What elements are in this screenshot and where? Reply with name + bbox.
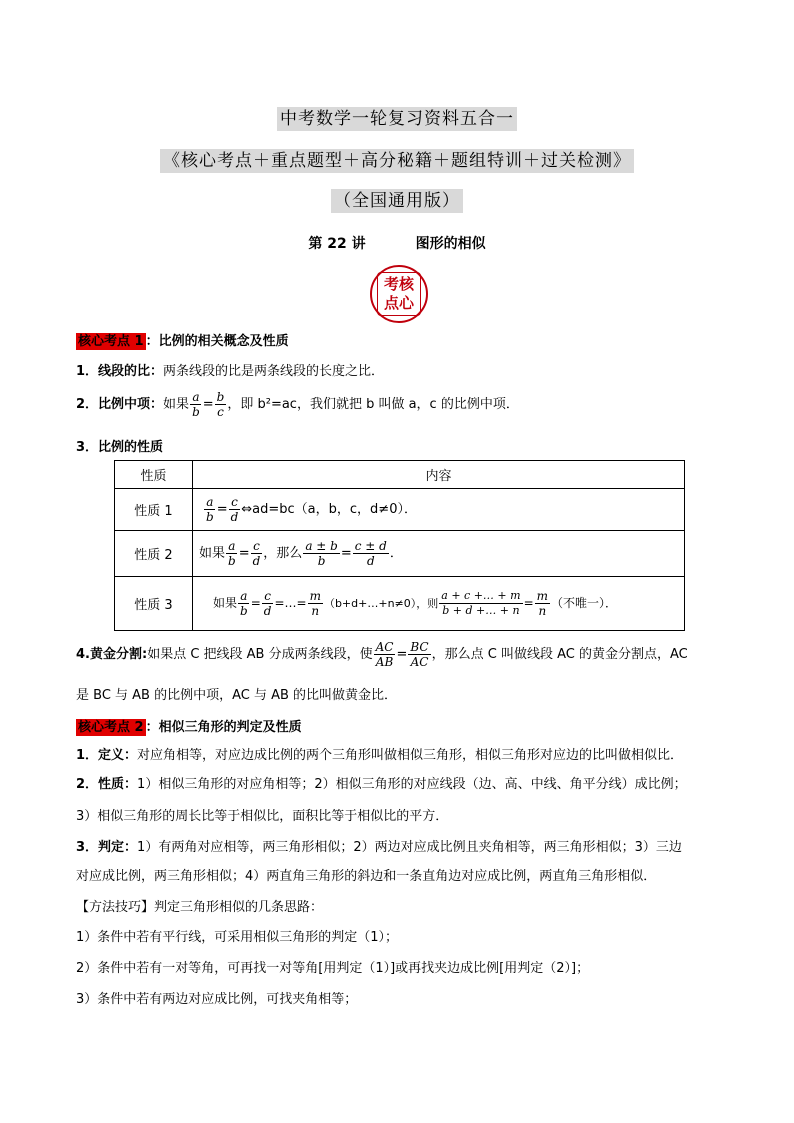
s1-item4-post: ，那么点 C 叫做线段 AC 的黄金分割点，AC [431, 647, 688, 662]
s2-item2-text: 1）相似三角形的对应角相等；2）相似三角形的对应线段（边、高、中线、角平分线）成比例； [137, 777, 687, 792]
lecture-heading [0, 233, 794, 253]
table-cell-content: 如果 $\frac{a}{b}$ = $\frac{c}{d}$ =…= $\frac{m}{n}$ （b+d+…+n≠0），则 $\frac{a + c +\dots + m}{b + d +\dots + n}$ = $\frac{m}{n}$ （不唯一）． [193, 577, 685, 631]
section2-tag: 核心考点 2 [78, 720, 144, 735]
s1-item2-post: ，即 b²=ac，我们就把 b 叫做 a，c 的比例中项． [227, 397, 519, 412]
lecture-title: 图形的相似 [415, 236, 486, 252]
core-points-seal-icon [370, 265, 428, 323]
s1-item1-label: 1．线段的比： [76, 364, 164, 379]
table-cell-name: 性质 3 [115, 577, 193, 631]
s2-item2-line2: 3）相似三角形的周长比等于相似比，面积比等于相似比的平方． [76, 809, 449, 824]
s1-item2-fraction-b-c: $\frac{b}{c}$ [216, 390, 225, 419]
tip-item: 2）条件中若有一对等角，可再找一对等角[用判定（1）]或再找夹边成比例[用判定（2）]； [76, 961, 590, 976]
s1-item1 [76, 360, 384, 379]
s2-item3-line2: 对应成比例，两三角形相似；4）两直角三角形的斜边和一条直角边对应成比例，两直角三角形相似． [76, 869, 657, 884]
table-header-row [115, 461, 685, 489]
s1-item1-text: 两条线段的比是两条线段的长度之比． [163, 364, 385, 379]
tips-title: 【方法技巧】判定三角形相似的几条思路： [76, 900, 324, 915]
s2-item2-label: 2．性质： [76, 777, 138, 792]
lecture-number: 第 22 讲 [308, 236, 366, 252]
section1-heading [76, 330, 289, 349]
section2-title: ：相似三角形的判定及性质 [145, 720, 302, 735]
doc-title-line2: 《核心考点＋重点题型＋高分秘籍＋题组特训＋过关检测》 [0, 146, 794, 171]
s1-item4-fraction-ac-ab: $\frac{AC}{AB}$ [375, 640, 394, 669]
table-header-property: 性质 [115, 461, 193, 489]
section1-tag: 核心考点 1 [78, 334, 144, 349]
seal-text-bottom: 点心 [383, 294, 414, 312]
table-row [115, 531, 685, 577]
table-header-content: 内容 [193, 461, 685, 489]
table-row [115, 577, 685, 631]
s2-item1-text: 对应角相等，对应边成比例的两个三角形叫做相似三角形，相似三角形对应边的比叫做相似比． [137, 748, 684, 763]
section2-heading [76, 716, 302, 735]
s1-item2-pre: 如果 [163, 397, 190, 412]
table-cell-name: 性质 2 [115, 531, 193, 577]
table-row [115, 489, 685, 531]
s1-item2-label: 2．比例中项： [76, 397, 164, 412]
s1-item4: 4.黄金分割:如果点 C 把线段 AB 分成两条线段，使 $\frac{AC}{AB}$ = $\frac{BC}{AC}$ ，那么点 C 叫做线段 AC 的黄金分割点，AC [76, 640, 688, 669]
s1-item3-label: 3．比例的性质 [76, 440, 164, 455]
section1-title: ：比例的相关概念及性质 [145, 334, 289, 349]
s1-item4-pre: 如果点 C 把线段 AB 分成两条线段，使 [147, 647, 373, 662]
s1-item4-fraction-bc-ac: $\frac{BC}{AC}$ [410, 640, 429, 669]
s2-item2 [76, 773, 687, 792]
s2-item3-label: 3．判定： [76, 840, 138, 855]
s1-item4-label: 4.黄金分割: [76, 647, 148, 662]
s2-item3-text: 1）有两角对应相等，两三角形相似；2）两边对应成比例且夹角相等，两三角形相似；3）三边 [137, 840, 682, 855]
table-cell-name: 性质 1 [115, 489, 193, 531]
s2-item3 [76, 836, 682, 855]
s2-item1 [76, 744, 683, 763]
s1-item2-fraction-a-b: $\frac{a}{b}$ [192, 390, 200, 419]
s1-item4-line2: 是 BC 与 AB 的比例中项，AC 与 AB 的比叫做黄金比． [76, 688, 398, 703]
tip-item: 1）条件中若有平行线，可采用相似三角形的判定（1）； [76, 930, 399, 945]
s1-item2: 2．比例中项：如果 $\frac{a}{b}$ = $\frac{b}{c}$ ，即 b²=ac，我们就把 b 叫做 a，c 的比例中项． [76, 390, 519, 419]
proportion-properties-table [114, 460, 685, 631]
tip-item: 3）条件中若有两边对应成比例，可找夹角相等； [76, 992, 358, 1007]
doc-title-line3: （全国通用版） [0, 186, 794, 211]
doc-title-line1: 中考数学一轮复习资料五合一 [0, 104, 794, 129]
seal-text-top: 考核 [383, 275, 414, 293]
table-cell-content: $\frac{a}{b}$ = $\frac{c}{d}$ ⇔ad=bc（a，b，c，d≠0）． [193, 489, 685, 531]
s2-item1-label: 1．定义： [76, 748, 138, 763]
table-cell-content: 如果 $\frac{a}{b}$ = $\frac{c}{d}$ ，那么 $\frac{a \pm b}{b}$ = $\frac{c \pm d}{d}$ ． [193, 531, 685, 577]
